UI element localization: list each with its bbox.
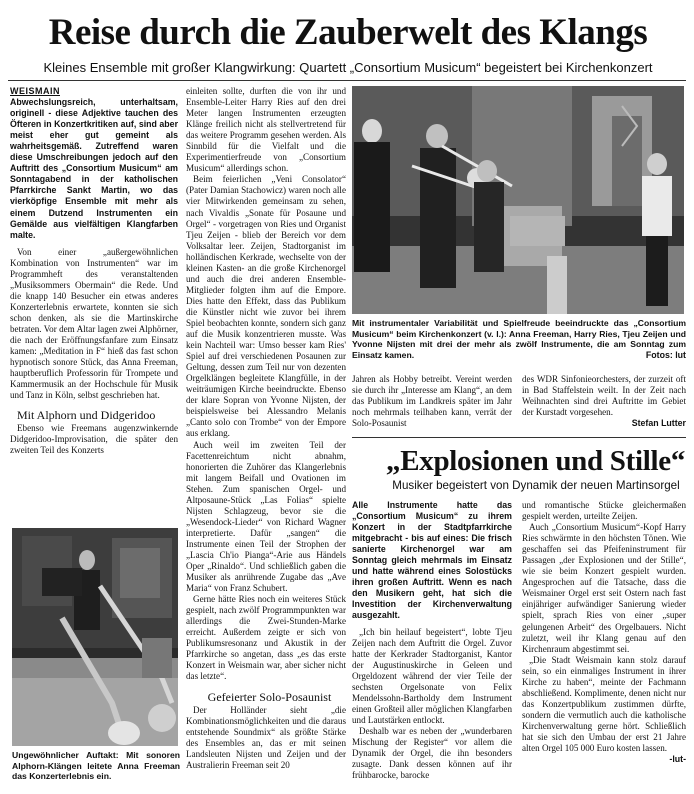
article-2-paragraph-4: und romantische Stücke gleichermaßen gespielt werden, urteilte Zeijen. — [522, 500, 686, 522]
article-headline: Reise durch die Zauberwelt des Klangs — [48, 12, 648, 53]
column-4-paragraph-1: des WDR Sinfonieorchesters, der zurzeit oft in Bad Staffelstein weilt. In der Zeit nach Weihnachten sind drei Auftritte im Gebiet der Kurstadt vorgesehen. — [522, 374, 686, 418]
header-rule — [8, 80, 686, 81]
column-2-paragraph-1: einleiten sollte, durften die von ihr und Ensemble-Leiter Harry Ries auf den drei Meter langen Instrumenten erzeugten Klänge freilich nicht als stellvertretend für das weitere Programm gesehen werden. Als Sinnbild für die Vielfalt und die Experimentierfreude von „Consortium Musicum“ allerdings schon. — [186, 86, 346, 174]
article-2-headline: „Explosionen und Stille“ — [386, 445, 686, 477]
author-credit: Stefan Lutter — [631, 418, 686, 429]
column-1-paragraph-3: Ebenso wie Freemans augenzwinkernde Didgeridoo-Improvisation, die später den zweiten Teil des Konzerts — [10, 423, 178, 456]
article-2-paragraph-2: „Ich bin heilauf begeistert“, lobte Tjeu Zeijen nach dem Auftritt die Orgel. Zuvor hatte der Kerkrader Stadtorganist, Kantor der Augustinuskirche in Geleen und Orgeldozent während der vier Teile der sechsten Orgelsonate von Felix Mendelssohn-Bartholdy dem Instrument einen Großteil aller möglichen Klangfarben und Lautstärken entlockt. — [352, 626, 512, 725]
ensemble-photo — [352, 86, 684, 314]
column-3-top — [352, 374, 512, 434]
column-3-paragraph-1: Jahren als Hobby betreibt. Vereint werden sie durch ihr „Interesse am Klang“, an dem das Publikum im Landkreis später im Jahr noch mehrmals teilhaben kann, verrät der Solo-Posaunist — [352, 374, 512, 429]
column-2-paragraph-4: Gerne hätte Ries noch ein weiteres Stück gespielt, nach zwölf Programmpunkten war allerdings die Zwei-Stunden-Marke erreicht. Außerdem zeigte er sich von Publikumsresonanz und Akustik in der Pfarrkirche so angetan, dass „es das erste Konzert in Weismain war, aber sicher nicht das letzte“. — [186, 594, 346, 682]
photo-credit: Fotos: lut — [645, 349, 686, 360]
article-2-paragraph-5: Auch „Consortium Musicum“-Kopf Harry Ries schwärmte in den höchsten Tönen. Wie geschaffen sei das Pfeifeninstrument für Passagen „der Explosionen und der Stille“, wie sie beim Konzert gespielt wurden. Angesprochen auf die Tatsache, dass die Weismainer Orgel erst seit Ostern nach fast einjähriger aufwändiger Sanierung wieder spielt, sprach Ries von einer „super gelungenen Arbeit“ des Orgelbauers. Nicht zuletzt, weil ihr Klang genau auf den Kirchenraum abgestimmt sei. — [522, 522, 686, 654]
article-2-column-2 — [522, 500, 686, 788]
article-2-credit: -lut- — [669, 754, 686, 765]
subsection-title-posaunist: Gefeierter Solo-Posaunist — [207, 689, 332, 704]
ensemble-photo-caption — [352, 318, 686, 360]
article-2-paragraph-6: „Die Stadt Weismain kann stolz darauf sein, so ein einmaliges Instrument in ihrer Kirche zu haben“, meinte der Fachmann abschließend. Komplimente, denen nicht nur das Konzertpublikum zustimmen dürfte, sondern die vermutlich auch die katholische Kirchenverwaltung gerne hört. Schließlich hat sie sich den Umbau der erst 21 Jahre alten Orgel 105 000 Euro kosten lassen. — [522, 654, 686, 754]
article-2-subhead: Musiker begeistert von Dynamik der neuen Martinsorgel — [392, 479, 680, 492]
ensemble-photo-image — [352, 86, 684, 314]
alphorn-photo — [12, 528, 178, 746]
alphorn-photo-image — [12, 528, 178, 746]
column-2-paragraph-2: Beim feierlichen „Veni Consolator“ (Pater Damian Stachowicz) waren noch alle vier Mitwirkenden gemeinsam zu sehen, nach Vivaldis „Sonate für Posaune und Orgel“ - vorgetragen von Ries und Organist Tjeu Zeijen - blieb der Bereich vor dem Volksaltar leer. Zeijen, Stadtorganist im holländischen Kerkrade, wechselte von der kleinen Kasten- an die große Kirchenorgel und auch die drei anderen Ensemble-Mitglieder folgten ihm auf die Empore. Dies hatte den Effekt, dass das Publikum die Künstler nicht wie zuvor bei ihrem Spiel beobachten konnte, sondern sich ganz auf die Musik konzentrieren musste. Was kein Nachteil war: Umso besser kam Ries' Spiel auf drei verschiedenen Posaunen zur Geltung, dessen zum Teil nur von dezenten Orgelklängen begleitete Klangfülle, in der weiträumigen Kirche beeindruckte. Ebenso der klare Sopran von Yvonne Nijsten, der beispielsweise bei Alessandro Melanis „Canto solo con Trombe“ von der Empore aus erklang. — [186, 174, 346, 439]
article-subhead: Kleines Ensemble mit großer Klangwirkung: Quartett „Consortium Musicum“ begeistert bei Kirchenkonzert — [43, 60, 653, 75]
column-4-top — [522, 374, 686, 434]
column-2 — [186, 86, 346, 786]
column-1 — [10, 86, 178, 516]
subsection-title-alphorn: Mit Alphorn und Didgeridoo — [17, 408, 156, 423]
section-rule — [352, 437, 686, 438]
column-2-paragraph-3: Auch weil im zweiten Teil der Facettenreichtum nicht abnahm, honorierten die Zuhörer das Klangerlebnis mit langem Beifall und Ovationen im Stehen. Zum spanischen Orgel- und Altposaune-Stück „Las Folias“ spielte Nijsten Schlagzeug, bevor sie die „Wesendock-Lieder“ von Richard Wagner interpretierte. Dafür „sangen“ die Instrumente einen Teil der Strophen der „Lascia Ch'io Pianga“-Arie aus Händels Oper „Rinaldo“. Und schließlich gaben die Musiker als anrührende Zugabe das „Ave Maria“ von Franz Schubert. — [186, 439, 346, 594]
column-1-paragraph: Von einer „außergewöhnlichen Kombination von Instrumenten“ war im Programmheft des veranstaltenden „Musiksommers Obermain“ die Rede. Und die knapp 140 Besucher ein etwas anderes Konzerterlebnis erwartete, konnten sie sich schon denken, als sie die Martinskirche betraten. Vor dem Altar lagen zwei Alphörner, die nach der Eröffnungsfanfare zum Einsatz kamen: „Meditation in F“ hieß das fast schon hypnotisch sonore Stück, das Anna Freeman, hauptberuflich Professorin für Trompete und Kammermusik an der Hochschule für Musik und Tanz in Köln, selbst geschrieben hat. — [10, 246, 178, 401]
article-2-column-1 — [352, 500, 512, 788]
article-2-lead: Alle Instrumente hatte das „Consortium Musicum“ zu ihrem Konzert in der Stadtpfarrkirche mitgebracht - bis auf eines: Die frisch sanierte Kirchenorgel war am Sonntag gleich mehrmals im Einsatz und hatte während eines Solostücks ihren großen Auftritt. Wenn es nach den Musikern geht, hat sich die Investition der Kirchenverwaltung ausgezahlt. — [352, 500, 512, 621]
column-2-paragraph-5: Der Holländer sieht „die Kombinationsmöglichkeiten und die daraus entstehende Soundmix“ als größte Stärke des Ensembles an, das er mit seinen Landsleuten Nijsten und Zeijen und der Australierin Freeman seit 20 — [186, 704, 346, 770]
ensemble-caption-text: Mit instrumentaler Variabilität und Spielfreude beeindruckte das „Consortium Musicum“ beim Kirchenkonzert (v. l.): Anna Freeman, Harry Ries, Tjeu Zeijen und Yvonne Nijsten mit drei der mehr als zwölf Instrumente, die am Sonntag zum Einsatz kamen. — [352, 318, 686, 360]
article-lead: Abwechslungsreich, unterhaltsam, originell - diese Adjektive tauchen des Öfteren in Konzertkritiken auf, sind aber meist eher gut gemeint als wahrheitsgemäß. Zutreffend waren diese Umschreibungen jedoch auf den Auftritt des „Consortium Musicum“ am Sonntagabend in der katholischen Pfarrkirche Sankt Martin, wo das vierköpfige Ensemble mit mehr als einem Dutzend Instrumenten ein Gemälde aus vielfältigen Klangfarben malte. — [10, 97, 178, 240]
alphorn-photo-caption: Ungewöhnlicher Auftakt: Mit sonoren Alphorn-Klängen leitete Anna Freeman das Konzerterlebnis ein. — [12, 750, 180, 781]
article-2-paragraph-3: Deshalb war es neben der „wunderbaren Mischung der Register“ vor allem die Dynamik der Orgel, die ihn besonders zusagte. Dank dessen können auf ihr frühbarocke, barocke — [352, 725, 512, 781]
dateline: WEISMAIN — [10, 86, 60, 96]
